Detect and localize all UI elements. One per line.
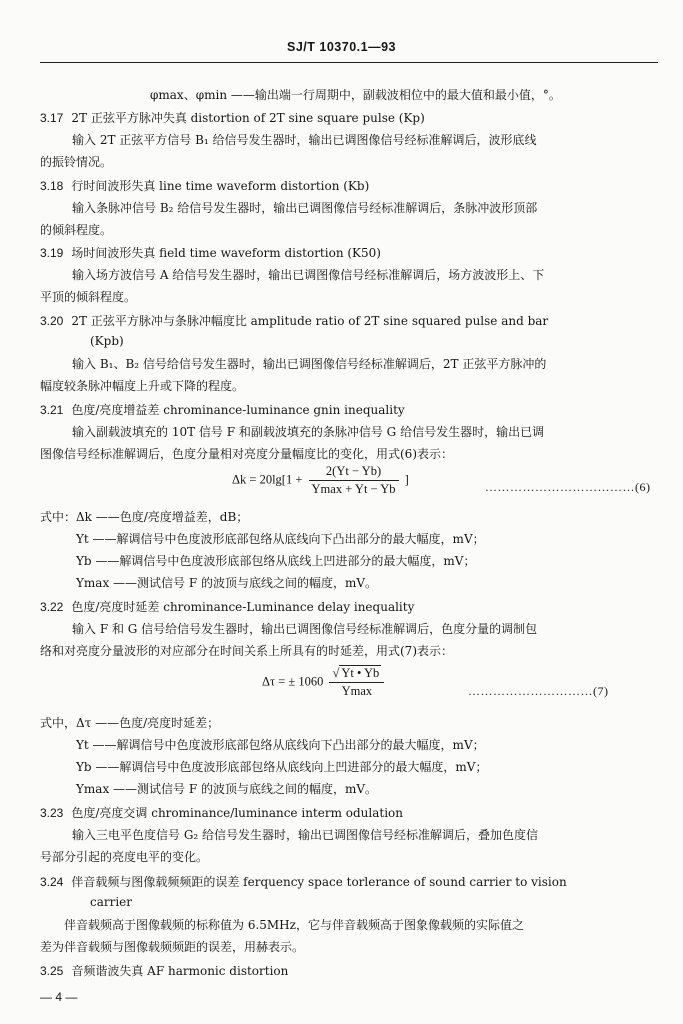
formula-7-numerator: √ Yt • Yb [329, 666, 384, 683]
section-3-25-heading [40, 962, 288, 980]
section-3-23-heading [40, 804, 403, 822]
section-3-18-heading [40, 177, 369, 195]
formula-7-fraction [329, 666, 384, 699]
where-line: 式中：Δk ——色度/亮度增益差，dB； [40, 510, 249, 524]
paragraph-line: 的振铃情况。 [40, 155, 113, 169]
section-number: 3.19 [40, 246, 64, 260]
section-3-24-heading [40, 873, 567, 891]
section-number: 3.23 [40, 806, 64, 820]
section-3-20-heading [40, 312, 548, 330]
section-number: 3.20 [40, 314, 64, 328]
formula-7-left: Δτ = ± 1060 [262, 674, 324, 689]
formula-7-number: …………………………(7) [468, 684, 609, 698]
formula-6-fraction [309, 464, 399, 497]
paragraph-line: 输入条脉冲信号 B₂ 给信号发生器时，输出已调图像信号经标准解调后，条脉冲波形顶部 [72, 201, 538, 215]
section-number: 3.17 [40, 111, 64, 125]
where-line: Ymax ——测试信号 F 的波顶与底线之间的幅度，mV。 [76, 576, 378, 590]
where-line: Ymax ——测试信号 F 的波顶与底线之间的幅度，mV。 [76, 782, 378, 796]
page-number: — 4 — [40, 990, 78, 1004]
standard-code-header: SJ/T 10370.1—93 [287, 40, 396, 54]
section-number: 3.21 [40, 403, 64, 417]
section-3-17-heading [40, 109, 425, 127]
where-line: Yt ——解调信号中色度波形底部包络从底线向下凸出部分的最大幅度，mV； [76, 738, 485, 752]
section-number: 3.25 [40, 964, 64, 978]
where-line: Yt ——解调信号中色度波形底部包络从底线向下凸出部分的最大幅度，mV； [76, 532, 485, 546]
section-title-continued: carrier [90, 895, 133, 909]
section-title: 色度/亮度增益差 chrominance-luminance gnin inequality [71, 403, 405, 417]
section-3-21-heading [40, 401, 405, 419]
header-rule [40, 62, 658, 63]
where-line: 式中，Δτ ——色度/亮度时延差； [40, 716, 220, 730]
paragraph-line: 幅度较条脉冲幅度上升或下降的程度。 [40, 379, 245, 393]
where-line: Yb ——解调信号中色度波形底部包络从底线上凹进部分的最大幅度，mV； [76, 554, 476, 568]
formula-6-denominator: Ymax + Yt − Yb [311, 482, 396, 496]
section-number: 3.18 [40, 179, 64, 193]
paragraph-line: 号部分引起的亮度电平的变化。 [40, 850, 209, 864]
paragraph-line: 伴音载频高于图像载频的标称值为 6.5MHz，它与伴音载频高于图象像载频的实际值之 [64, 918, 524, 932]
section-title-continued: (Kpb) [90, 334, 124, 348]
section-title: 色度/亮度时延差 chrominance-Luminance delay inequality [71, 600, 415, 614]
formula-6-left: Δk = 20lg[1 + [232, 472, 303, 487]
formula-6-numerator: 2(Yt − Yb) [309, 464, 399, 481]
section-title: 2T 正弦平方脉冲与条脉冲幅度比 amplitude ratio of 2T sine squared pulse and bar [71, 314, 549, 328]
paragraph-line: 输入 F 和 G 信号给信号发生器时，输出已调图像信号经标准解调后，色度分量的调制包 [72, 622, 538, 636]
section-3-19-heading [40, 244, 381, 262]
paragraph-line: 的倾斜程度。 [40, 223, 113, 237]
paragraph-line: 平顶的倾斜程度。 [40, 290, 137, 304]
section-title: 行时间波形失真 line time waveform distortion (Kb) [71, 179, 370, 193]
paragraph-line: 差为伴音载频与图像载频频距的误差，用赫表示。 [40, 940, 305, 954]
section-number: 3.22 [40, 600, 64, 614]
section-number: 3.24 [40, 875, 64, 889]
section-title: 音频谐波失真 AF harmonic distortion [71, 964, 289, 978]
paragraph-line: 输入场方波信号 A 给信号发生器时，输出已调图像信号经标准解调后，场方波波形上、下 [72, 268, 545, 282]
paragraph-line: 输入三电平色度信号 G₂ 给信号发生器时，输出已调图像信号经标准解调后，叠加色度信 [72, 828, 539, 842]
section-title: 2T 正弦平方脉冲失真 distortion of 2T sine square pulse (Kp) [71, 111, 425, 125]
formula-6 [232, 464, 409, 497]
formula-6-right: ] [404, 472, 409, 487]
section-title: 色度/亮度交调 chrominance/luminance interm odulation [71, 806, 404, 820]
where-line: Yb ——解调信号中色度波形底部包络从底线向上凹进部分的最大幅度，mV； [76, 760, 488, 774]
phi-definition: φmax、φmin ——输出端一行周期中，副载波相位中的最大值和最小值，°。 [150, 88, 561, 102]
formula-7 [262, 666, 387, 699]
paragraph-line: 输入 2T 正弦平方信号 B₁ 给信号发生器时，输出已调图像信号经标准解调后，波形底线 [72, 133, 537, 147]
paragraph-line: 图像信号经标准解调后，色度分量相对亮度分量幅度比的变化，用式(6)表示： [40, 447, 454, 461]
formula-7-denominator: Ymax [341, 684, 373, 698]
section-title: 场时间波形失真 field time waveform distortion (K50) [71, 246, 381, 260]
square-root-radicand: Yt • Yb [341, 666, 380, 680]
paragraph-line: 络和对亮度分量波形的对应部分在时间关系上所具有的时延差，用式(7)表示： [40, 644, 454, 658]
section-title: 伴音载频与图像载频频距的误差 ferquency space torlerance of sound carrier to vision [71, 875, 567, 889]
paragraph-line: 输入 B₁、B₂ 信号给信号发生器时，输出已调图像信号经标准解调后，2T 正弦平方脉冲的 [72, 357, 547, 371]
section-3-22-heading [40, 598, 414, 616]
paragraph-line: 输入副载波填充的 10T 信号 F 和副载波填充的条脉冲信号 G 给信号发生器时，输出已调 [72, 425, 545, 439]
formula-6-number: ………………………………(6) [485, 480, 651, 494]
